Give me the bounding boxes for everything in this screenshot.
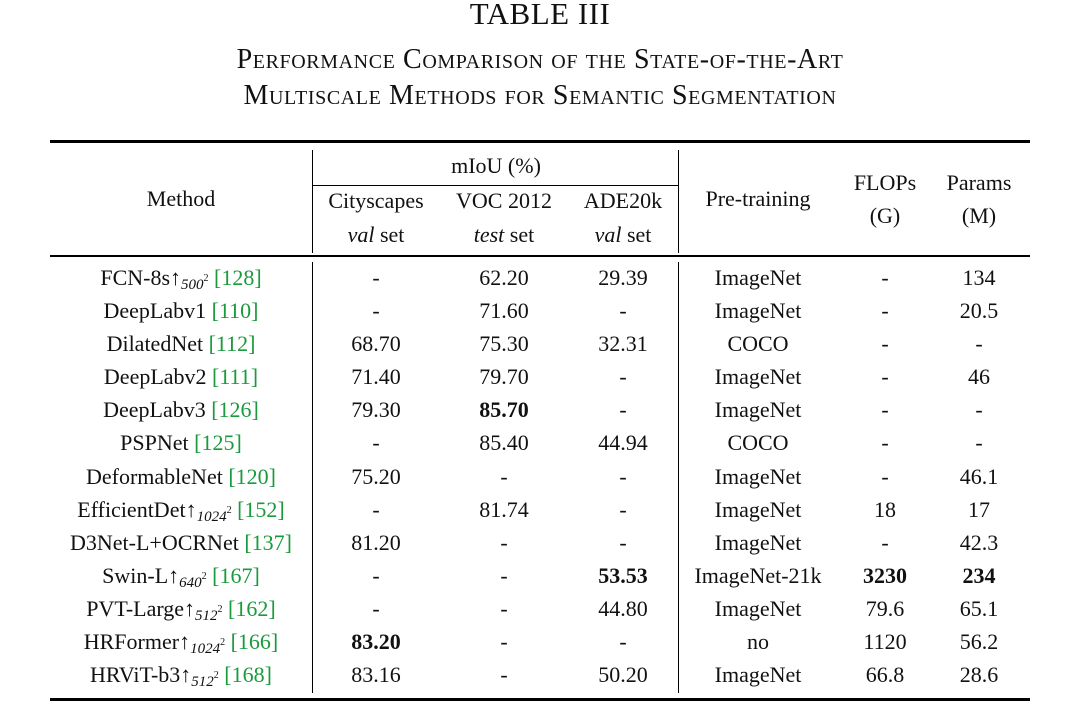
cityscapes-cell: 75.20 [351, 463, 401, 489]
resolution-arrow: ↑ [168, 562, 180, 588]
method-cell [52, 464, 310, 490]
params-cell: 28.6 [959, 662, 999, 688]
citation-link[interactable]: [167] [212, 562, 260, 588]
citation-link[interactable]: [152] [237, 496, 285, 522]
params-cell: 17 [968, 496, 990, 522]
method-name: D3Net-L+OCRNet [70, 529, 239, 555]
header-miou: mIoU (%) [451, 153, 541, 178]
params-cell: 46 [968, 364, 990, 390]
pretraining-cell: ImageNet [714, 529, 802, 555]
header-rule [50, 255, 1030, 257]
voc-cell: - [500, 662, 508, 688]
params-cell: 20.5 [959, 298, 999, 324]
flops-cell: 1120 [863, 629, 907, 655]
header-cityscapes: Cityscapes [328, 188, 424, 213]
cityscapes-cell: - [372, 298, 380, 324]
header-ade-split: val set [594, 222, 652, 247]
table-row [0, 593, 1080, 626]
method-cell [52, 298, 310, 324]
cityscapes-cell: - [372, 562, 380, 588]
method-cell [52, 662, 310, 695]
flops-cell: - [881, 397, 889, 423]
voc-cell: 71.60 [479, 298, 529, 324]
voc-cell: - [500, 463, 508, 489]
resolution-arrow: ↑ [180, 662, 192, 688]
flops-cell: - [881, 364, 889, 390]
method-name: DeepLabv3 [103, 397, 206, 423]
method-name: DeepLabv1 [103, 298, 207, 324]
params-cell: 42.3 [959, 529, 999, 555]
resolution-subscript: 5002 [181, 273, 209, 293]
table-row [0, 494, 1080, 527]
pretraining-cell: ImageNet [714, 463, 802, 489]
citation-link[interactable]: [168] [224, 662, 272, 688]
ade-cell: 29.39 [598, 265, 648, 290]
table-title: TABLE III [469, 0, 611, 31]
bottom-rule [50, 698, 1030, 701]
voc-cell: - [500, 595, 508, 621]
flops-cell: - [881, 331, 889, 357]
citation-link[interactable]: [111] [212, 364, 259, 390]
method-cell [52, 596, 310, 629]
method-name: DeformableNet [86, 463, 223, 489]
method-name: PSPNet [120, 430, 189, 456]
cityscapes-cell: - [372, 595, 380, 621]
params-cell: 56.2 [959, 629, 999, 655]
cityscapes-cell: - [372, 430, 380, 456]
table-row [0, 262, 1080, 295]
cityscapes-cell: 68.70 [351, 331, 401, 357]
ade-cell: - [619, 529, 627, 555]
ade-cell: - [619, 463, 627, 489]
ade-cell: 44.80 [598, 595, 648, 621]
ade-cell: - [619, 496, 627, 522]
pretraining-cell: ImageNet [714, 265, 802, 290]
citation-link[interactable]: [112] [208, 331, 256, 357]
cityscapes-cell: - [372, 496, 380, 522]
method-cell [52, 397, 310, 423]
voc-cell: 81.74 [479, 496, 529, 522]
miou-underline [313, 185, 679, 186]
resolution-subscript: 10242 [196, 504, 232, 525]
flops-cell: 3230 [863, 562, 907, 588]
table-caption-line1: Performance Comparison of the State-of-the-Art [236, 44, 844, 75]
params-cell: - [975, 430, 983, 456]
header-voc: VOC 2012 [456, 188, 552, 213]
flops-cell: - [881, 430, 889, 456]
resolution-arrow: ↑ [185, 496, 197, 522]
flops-cell: - [881, 529, 889, 555]
header-ade: ADE20k [583, 188, 663, 213]
params-cell: - [975, 331, 983, 357]
citation-link[interactable]: [128] [214, 265, 262, 290]
pretraining-cell: ImageNet [714, 662, 802, 688]
table-row [0, 527, 1080, 560]
ade-cell: - [619, 364, 627, 390]
cityscapes-cell: 79.30 [351, 397, 401, 423]
resolution-arrow: ↑ [179, 629, 191, 655]
params-cell: 134 [962, 265, 996, 290]
method-name: DilatedNet [106, 331, 204, 357]
header-params-unit: (M) [961, 203, 997, 228]
pretraining-cell: ImageNet [714, 397, 802, 423]
method-cell [52, 563, 310, 596]
pretraining-cell: ImageNet-21k [694, 562, 822, 588]
method-cell [52, 629, 310, 662]
method-cell [52, 331, 310, 357]
flops-cell: 18 [874, 496, 896, 522]
header-cityscapes-split: val set [347, 222, 405, 247]
params-cell: 46.1 [959, 463, 999, 489]
cityscapes-cell: - [372, 265, 380, 290]
pretraining-cell: COCO [727, 331, 789, 357]
pretraining-cell: ImageNet [714, 298, 802, 324]
citation-link[interactable]: [137] [244, 529, 292, 555]
table-row [0, 295, 1080, 328]
resolution-subscript: 6402 [179, 570, 207, 591]
header-flops-unit: (G) [869, 203, 901, 228]
method-name: DeepLabv2 [103, 364, 207, 390]
table-row [0, 427, 1080, 460]
voc-cell: 62.20 [479, 265, 529, 290]
table-row [0, 361, 1080, 394]
pretraining-cell: ImageNet [714, 364, 802, 390]
voc-cell: 75.30 [479, 331, 529, 357]
table-row [0, 394, 1080, 427]
voc-cell: 85.40 [479, 430, 529, 456]
resolution-subscript: 5122 [191, 670, 219, 691]
method-name: HRViT-b3 [90, 662, 181, 688]
cityscapes-cell: 71.40 [351, 364, 401, 390]
citation-link[interactable]: [125] [194, 430, 242, 456]
method-cell [52, 364, 310, 390]
ade-cell: - [619, 397, 627, 423]
ade-cell: 44.94 [598, 430, 648, 456]
cityscapes-cell: 83.16 [351, 662, 401, 688]
citation-link[interactable]: [162] [228, 595, 276, 621]
cityscapes-cell: 83.20 [351, 629, 401, 655]
pretraining-cell: COCO [727, 430, 789, 456]
table-row [0, 560, 1080, 593]
resolution-subscript: 5122 [195, 603, 223, 624]
header-method: Method [146, 186, 216, 211]
header-pretraining: Pre-training [705, 186, 811, 211]
pretraining-cell: ImageNet [714, 496, 802, 522]
citation-link[interactable]: [166] [230, 629, 279, 655]
flops-cell: 79.6 [865, 595, 905, 621]
method-name: FCN-8s [100, 265, 171, 290]
flops-cell: - [881, 463, 889, 489]
pretraining-cell: no [747, 629, 769, 655]
method-cell [52, 497, 310, 530]
ade-cell: 50.20 [598, 662, 648, 688]
header-flops: FLOPs [853, 170, 917, 195]
ade-cell: - [619, 298, 627, 324]
method-name: HRFormer [83, 629, 180, 655]
params-cell: - [975, 397, 983, 423]
voc-cell: - [500, 529, 508, 555]
citation-link[interactable]: [120] [228, 463, 276, 489]
params-cell: 65.1 [959, 595, 999, 621]
voc-cell: - [500, 562, 508, 588]
flops-cell: 66.8 [865, 662, 905, 688]
method-name: Swin-L [102, 562, 169, 588]
table-body [0, 262, 1080, 692]
citation-link[interactable]: [126] [211, 397, 259, 423]
table-row [0, 626, 1080, 659]
ade-cell: 32.31 [598, 331, 648, 357]
cityscapes-cell: 81.20 [351, 529, 401, 555]
voc-cell: 79.70 [479, 364, 529, 390]
resolution-arrow: ↑ [184, 595, 196, 621]
resolution-arrow: ↑ [170, 265, 182, 290]
pretraining-cell: ImageNet [714, 595, 802, 621]
flops-cell: - [881, 265, 889, 290]
table-row [0, 659, 1080, 692]
header-voc-split: test set [473, 222, 535, 247]
ade-cell: 53.53 [598, 562, 648, 588]
top-rule [50, 140, 1030, 143]
flops-cell: - [881, 298, 889, 324]
method-cell [52, 265, 310, 298]
params-cell: 234 [962, 562, 996, 588]
voc-cell: 85.70 [479, 397, 529, 423]
method-name: EfficientDet [77, 496, 186, 522]
resolution-subscript: 10242 [190, 637, 226, 658]
header-params: Params [946, 170, 1012, 195]
table-caption-line2: Multiscale Methods for Semantic Segmentation [243, 80, 837, 111]
method-cell [52, 430, 310, 456]
method-cell [52, 530, 310, 556]
ade-cell: - [619, 629, 627, 655]
method-name: PVT-Large [86, 595, 185, 621]
table-row [0, 328, 1080, 361]
voc-cell: - [500, 629, 508, 655]
table-row [0, 461, 1080, 494]
citation-link[interactable]: [110] [211, 298, 259, 324]
